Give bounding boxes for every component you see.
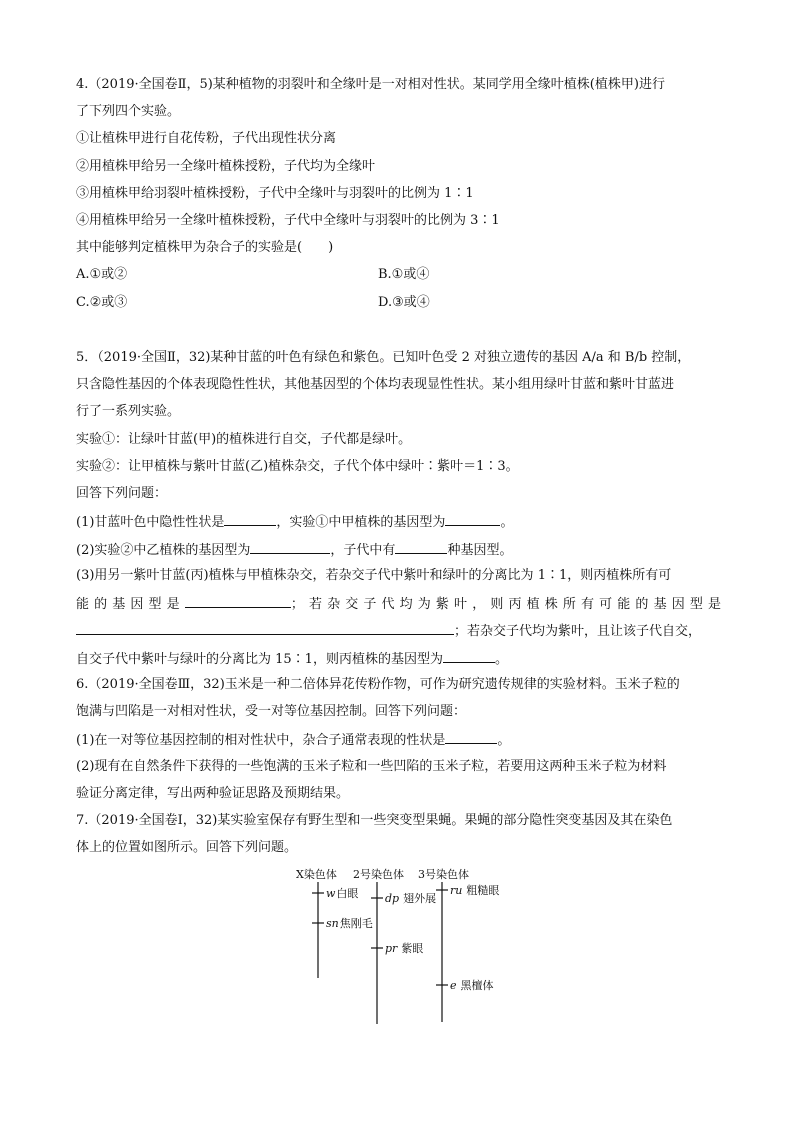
trait-singed-bristle: 焦刚毛 bbox=[339, 917, 373, 930]
q5-s3-text-d: 自交子代中紫叶与绿叶的分离比为 15∶1，则丙植株的基因型为 bbox=[76, 652, 443, 667]
q6-s1-text-a: (1)在一对等位基因控制的相对性状中，杂合子通常表现的性状是 bbox=[76, 733, 446, 748]
q5-s3-text-a: 能的基因型是 bbox=[76, 597, 185, 612]
q5-experiment-1: 实验①：让绿叶甘蓝(甲)的植株进行自交，子代都是绿叶。 bbox=[76, 432, 412, 447]
gene-pr: pr bbox=[385, 942, 398, 955]
svg-text:ru粗糙眼 bbox=[450, 883, 499, 897]
q6-stem-line2: 饱满与凹陷是一对相对性状，受一对等位基因控制。回答下列问题： bbox=[76, 704, 467, 719]
chromosome-x-label: X染色体 bbox=[296, 868, 337, 881]
q4-experiment-2: ②用植株甲给另一全缘叶植株授粉，子代均为全缘叶 bbox=[76, 159, 376, 174]
q5-experiment-2: 实验②：让甲植株与紫叶甘蓝(乙)植株杂交，子代个体中绿叶∶紫叶＝1∶3。 bbox=[76, 459, 519, 474]
q4-experiment-1: ①让植株甲进行自花传粉，子代出现性状分离 bbox=[76, 131, 337, 146]
q5-s3-text-e: 。 bbox=[494, 652, 508, 667]
q6-stem-line1: 6.（2019·全国卷Ⅲ，32)玉米是一种二倍体异花传粉作物，可作为研究遗传规律的实验材料。玉米子粒的 bbox=[76, 677, 680, 692]
q5-s3-text-b: ；若杂交子代均为紫叶，则丙植株所有可能的基因型是 bbox=[290, 597, 721, 612]
chromosome-2-label: 2号染色体 bbox=[353, 868, 404, 881]
q7-stem-line2: 体上的位置如图所示。回答下列问题。 bbox=[76, 840, 298, 855]
q5-stem-line1: 5．（2019·全国Ⅱ，32)某种甘蓝的叶色有绿色和紫色。已知叶色受 2 对独立遗传的基因 A/a 和 B/b 控制， bbox=[76, 350, 691, 365]
q5-s3-text-c: ；若杂交子代均为紫叶，且让该子代自交， bbox=[454, 624, 702, 639]
q5-s1-text-c: 。 bbox=[500, 515, 514, 530]
q6-s1-text-b: 。 bbox=[497, 733, 511, 748]
trait-ebony-body: 黑檀体 bbox=[460, 979, 494, 992]
trait-purple-eye: 紫眼 bbox=[401, 942, 424, 955]
gene-dp: dp bbox=[385, 892, 400, 905]
q5-stem-line2: 只含隐性基因的个体表现隐性性状，其他基因型的个体均表现显性性状。某小组用绿叶甘蓝和紫叶甘蓝进 bbox=[76, 377, 675, 392]
q4-option-d[interactable]: D.③或④ bbox=[378, 295, 430, 310]
q4-stem-line1: 4.（2019·全国卷Ⅱ，5)某种植物的羽裂叶和全缘叶是一对相对性状。某同学用全缘叶植株(植株甲)进行 bbox=[76, 77, 665, 92]
trait-rough-eye: 粗糙眼 bbox=[466, 884, 500, 897]
svg-text:sn焦刚毛 bbox=[326, 916, 373, 930]
q4-question: 其中能够判定植株甲为杂合子的实验是( ) bbox=[76, 240, 334, 255]
q4-experiment-3: ③用植株甲给羽裂叶植株授粉，子代中全缘叶与羽裂叶的比例为 1∶1 bbox=[76, 186, 474, 201]
gene-sn: sn bbox=[326, 917, 339, 930]
q6-s2-line1: (2)现有在自然条件下获得的一些饱满的玉米子粒和一些凹陷的玉米子粒，若要用这两种玉米子粒为材料 bbox=[76, 759, 667, 774]
q5-s2-text-a: (2)实验②中乙植株的基因型为 bbox=[76, 543, 251, 558]
svg-text:w白眼 bbox=[326, 887, 358, 900]
q5-stem-line3: 行了一系列实验。 bbox=[76, 404, 181, 419]
q5-prompt: 回答下列问题： bbox=[76, 486, 168, 501]
q5-s1-text-a: (1)甘蓝叶色中隐性性状是 bbox=[76, 515, 225, 530]
trait-white-eye: 白眼 bbox=[336, 887, 359, 900]
q4-experiment-4: ④用植株甲给另一全缘叶植株授粉，子代中全缘叶与羽裂叶的比例为 3∶1 bbox=[76, 213, 500, 228]
trait-dumpy-wing: 翅外展 bbox=[403, 892, 437, 905]
q4-option-c[interactable]: C.②或③ bbox=[76, 295, 128, 310]
gene-e: e bbox=[450, 979, 457, 992]
q5-s2-text-b: ，子代中有 bbox=[330, 543, 396, 558]
q4-stem-line2: 了下列四个实验。 bbox=[76, 104, 181, 119]
q7-stem-line1: 7.（2019·全国卷Ⅰ，32)某实验室保存有野生型和一些突变型果蝇。果蝇的部分隐性突变基因及其在染色 bbox=[76, 813, 673, 828]
svg-text:dp翅外展 bbox=[385, 891, 436, 905]
q5-s2-text-c: 种基因型。 bbox=[447, 543, 513, 558]
q4-option-a[interactable]: A.①或② bbox=[76, 267, 128, 282]
svg-text:e黑檀体 bbox=[450, 978, 494, 992]
q6-s2-line2: 验证分离定律，写出两种验证思路及预期结果。 bbox=[76, 786, 350, 801]
svg-text:pr紫眼 bbox=[385, 941, 423, 955]
gene-ru: ru bbox=[450, 884, 463, 897]
q4-option-b[interactable]: B.①或④ bbox=[378, 267, 430, 282]
q5-s1-text-b: ，实验①中甲植株的基因型为 bbox=[276, 515, 446, 530]
q5-s3-line1: (3)用另一紫叶甘蓝(丙)植株与甲植株杂交，若杂交子代中紫叶和绿叶的分离比为 1∶1，则丙植株所有可 bbox=[76, 568, 672, 583]
gene-w: w bbox=[326, 887, 336, 900]
chromosome-3-label: 3号染色体 bbox=[418, 868, 469, 881]
